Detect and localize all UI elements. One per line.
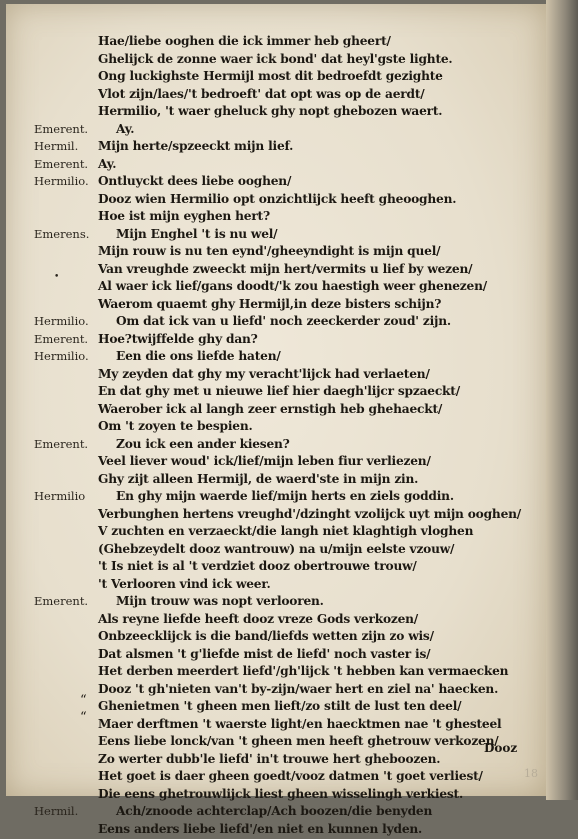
verse-line xyxy=(6,717,546,735)
verse-text: Om dat ick van u liefd' noch zeeckerder zoud' zijn. xyxy=(98,314,451,328)
speaker-name: Emerens. xyxy=(6,227,98,241)
verse-line xyxy=(6,209,546,227)
verse-line xyxy=(6,734,546,752)
verse-line xyxy=(6,192,546,210)
verse-text: Een die ons liefde haten/ xyxy=(98,349,281,363)
verse-text: Ghy zijt alleen Hermijl, de waerd'ste in mijn zin. xyxy=(98,472,418,486)
verse-line xyxy=(6,629,546,647)
verse-line xyxy=(6,699,546,717)
speaker-name: Hermil. xyxy=(6,139,98,153)
verse-text: Dat alsmen 't g'liefde mist de liefd' noch vaster is/ xyxy=(98,647,430,661)
verse-text: Van vreughde zweeckt mijn hert/vermits u lief by wezen/ xyxy=(98,262,472,276)
verse-text: En dat ghy met u nieuwe lief hier daegh'lijcr spzaeckt/ xyxy=(98,384,460,398)
verse-text: Zou ick een ander kiesen? xyxy=(98,437,290,451)
quote-mark: “ xyxy=(80,710,87,725)
verse-line xyxy=(6,384,546,402)
verse-line xyxy=(6,577,546,595)
verse-line xyxy=(6,524,546,542)
verse-text: Waerom quaemt ghy Hermijl,in deze bisters schijn? xyxy=(98,297,441,311)
catchword: Dooz xyxy=(484,741,517,755)
speaker-name: Hermilio. xyxy=(6,349,98,363)
verse-text: En ghy mijn waerde lief/mijn herts en ziels goddin. xyxy=(98,489,454,503)
verse-line xyxy=(6,367,546,385)
verse-line xyxy=(6,612,546,630)
verse-text: Veel liever woud' ick/lief/mijn leben fiur verliezen/ xyxy=(98,454,431,468)
verse-text: (Ghebzeydelt dooz wantrouw) na u/mijn eelste vzouw/ xyxy=(98,542,454,556)
verse-text: Mijn rouw is nu ten eynd'/gheeyndight is mijn quel/ xyxy=(98,244,440,258)
verse-text: Ghelijck de zonne waer ick bond' dat heyl'gste lighte. xyxy=(98,52,452,66)
verse-text: Ay. xyxy=(98,157,116,171)
verse-text: Hae/liebe ooghen die ick immer heb gheert/ xyxy=(98,34,391,48)
speaker-name: Hermilio. xyxy=(6,314,98,328)
verse-line xyxy=(6,594,546,612)
book-page-edge xyxy=(546,0,578,800)
verse-line xyxy=(6,489,546,507)
verse-line xyxy=(6,332,546,350)
verse-text: Ay. xyxy=(98,122,134,136)
verse-line xyxy=(6,559,546,577)
verse-line xyxy=(6,349,546,367)
verse-text: Ach/znoode achterclap/Ach boozen/die benyden xyxy=(98,804,432,818)
verse-text: Als reyne liefde heeft dooz vreze Gods verkozen/ xyxy=(98,612,418,626)
verse-text: Ong luckighste Hermijl most dit bedroefdt gezighte xyxy=(98,69,443,83)
speaker-name: Emerent. xyxy=(6,332,98,346)
verse-line xyxy=(6,227,546,245)
verse-text: Hermilio, 't waer gheluck ghy nopt ghebozen waert. xyxy=(98,104,442,118)
verse-line xyxy=(6,822,546,839)
verse-line xyxy=(6,647,546,665)
verse-text: Zo werter dubb'le liefd' in't trouwe hert gheboozen. xyxy=(98,752,440,766)
speaker-name: Emerent. xyxy=(6,157,98,171)
verse-line xyxy=(6,314,546,332)
book-page xyxy=(6,4,546,796)
speaker-name: Hermilio. xyxy=(6,174,98,188)
verse-line xyxy=(6,174,546,192)
verse-text: 't Is niet is al 't verdziet dooz obertrouwe trouw/ xyxy=(98,559,417,573)
quote-mark: “ xyxy=(80,693,87,708)
verse-text: Maer derftmen 't waerste light/en haecktmen nae 't ghesteel xyxy=(98,717,501,731)
verse-text: V zuchten en verzaeckt/die langh niet klaghtigh vloghen xyxy=(98,524,473,538)
page-number: 18 xyxy=(524,767,538,780)
verse-line xyxy=(6,157,546,175)
verse-line xyxy=(6,454,546,472)
verse-text: Hoe ist mijn eyghen hert? xyxy=(98,209,270,223)
verse-text: Al waer ick lief/gans doodt/'k zou haestigh weer ghenezen/ xyxy=(98,279,487,293)
speaker-name: Hermil. xyxy=(6,804,98,818)
verse-text: Mijn trouw was nopt verlooren. xyxy=(98,594,324,608)
verse-line xyxy=(6,279,546,297)
verse-line xyxy=(6,419,546,437)
verse-line xyxy=(6,402,546,420)
verse-text: Mijn Enghel 't is nu wel/ xyxy=(98,227,277,241)
verse-text: Mijn herte/spzeeckt mijn lief. xyxy=(98,139,293,153)
verse-text: Ghenietmen 't gheen men lieft/zo stilt de lust ten deel/ xyxy=(98,699,461,713)
verse-text: Hoe?twijffelde ghy dan? xyxy=(98,332,258,346)
verse-line xyxy=(6,87,546,105)
verse-line xyxy=(6,122,546,140)
verse-text: Dooz 't gh'nieten van't by-zijn/waer hert en ziel na' haecken. xyxy=(98,682,498,696)
verse-line xyxy=(6,139,546,157)
verse-text: Onbzeecklijck is die band/liefds wetten zijn zo wis/ xyxy=(98,629,434,643)
verse-line xyxy=(6,787,546,805)
verse-line xyxy=(6,262,546,280)
verse-line xyxy=(6,472,546,490)
verse-text-block xyxy=(6,34,546,839)
verse-line xyxy=(6,804,546,822)
verse-line xyxy=(6,69,546,87)
verse-text: Die eens ghetrouwlijck liest gheen wisselingh verkiest. xyxy=(98,787,463,801)
speaker-name: Hermilio xyxy=(6,489,98,503)
verse-text: Eens anders liebe liefd'/en niet en kunnen lyden. xyxy=(98,822,422,836)
margin-bullet: • xyxy=(54,272,59,282)
verse-line xyxy=(6,437,546,455)
verse-text: Eens liebe lonck/van 't gheen men heeft ghetrouw verkozen/ xyxy=(98,734,499,748)
verse-text: Verbunghen hertens vreughd'/dzinght vzolijck uyt mijn ooghen/ xyxy=(98,507,521,521)
verse-text: Waerober ick al langh zeer ernstigh heb ghehaeckt/ xyxy=(98,402,442,416)
verse-line xyxy=(6,664,546,682)
verse-text: Het goet is daer gheen goedt/vooz datmen 't goet verliest/ xyxy=(98,769,483,783)
speaker-name: Emerent. xyxy=(6,594,98,608)
verse-text: 't Verlooren vind ick weer. xyxy=(98,577,271,591)
speaker-name: Emerent. xyxy=(6,122,98,136)
verse-line xyxy=(6,769,546,787)
speaker-name: Emerent. xyxy=(6,437,98,451)
verse-text: Dooz wien Hermilio opt onzichtlijck heeft gheooghen. xyxy=(98,192,456,206)
verse-text: Het derben meerdert liefd'/gh'lijck 't hebben kan vermaecken xyxy=(98,664,508,678)
verse-text: Vlot zijn/laes/'t bedroeft' dat opt was op de aerdt/ xyxy=(98,87,425,101)
verse-text: Ontluyckt dees liebe ooghen/ xyxy=(98,174,291,188)
verse-line xyxy=(6,34,546,52)
verse-line xyxy=(6,244,546,262)
verse-text: Om 't zoyen te bespien. xyxy=(98,419,253,433)
verse-line xyxy=(6,752,546,770)
verse-line xyxy=(6,104,546,122)
verse-text: My zeyden dat ghy my veracht'lijck had verlaeten/ xyxy=(98,367,430,381)
verse-line xyxy=(6,52,546,70)
verse-line xyxy=(6,682,546,700)
verse-line xyxy=(6,542,546,560)
verse-line xyxy=(6,507,546,525)
verse-line xyxy=(6,297,546,315)
